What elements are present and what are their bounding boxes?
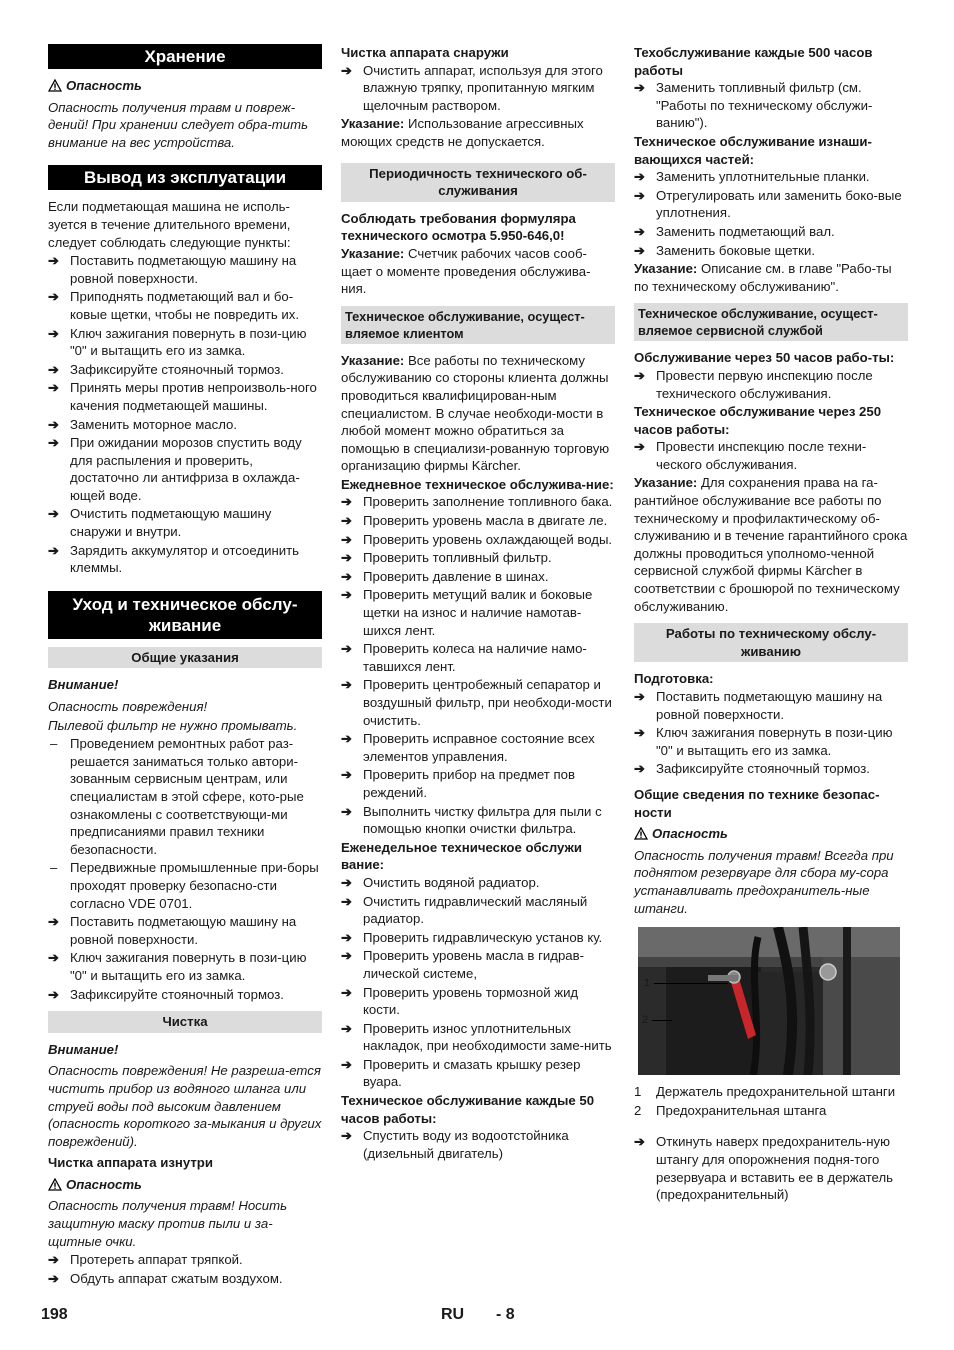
general-dash-list (48, 735, 322, 912)
arrow-icon: ➔ (341, 929, 352, 945)
list-item: ➔ Откинуть наверх предохранитель-ную штангу для опорожнения подня-того резервуара и вставить ее в держатель (предохранительный) (634, 1134, 894, 1203)
list-item: ➔ Провести первую инспекцию после технического обслуживания. (634, 367, 873, 401)
list-item: ➔ Поставить подметающую машину на ровной поверхности. (634, 689, 883, 722)
list-item: ➔ Заменить боковые щетки. (634, 242, 815, 258)
list-item: ➔ Проверить уровень тормозной жид кости. (341, 984, 579, 1018)
weekly-list (341, 874, 615, 1091)
list-item: ➔ Проверить метущий валик и боковые щетки на износ и наличие намотав-шихся лент. (341, 587, 593, 638)
heading-customer-maintenance: Техническое обслуживание, осущест-вляемое клиентом (341, 306, 615, 344)
arrow-icon: ➔ (341, 568, 352, 584)
arrow-icon: ➔ (341, 531, 352, 547)
list-item: ➔ Очистить подметающую машину снаружи и внутри. (48, 506, 272, 540)
safety-heading: Общие сведения по технике безопас-ности (634, 786, 880, 820)
list-item: ➔ Проверить уровень охлаждающей воды. (341, 531, 613, 547)
warning-icon (48, 79, 62, 92)
arrow-icon: ➔ (634, 725, 645, 741)
list-item: ➔ Проверить исправное состояние всех элементов управления. (341, 731, 595, 764)
heading-storage: Хранение (48, 44, 322, 69)
list-item: ➔ Очистить аппарат, используя для этого влажную тряпку, пропитанную мягким щелочным раствором. (341, 62, 603, 113)
callout-line-1 (654, 983, 728, 984)
s50-list (634, 367, 908, 402)
list-item: ➔ Ключ зажигания повернуть в пози-цию "0" и вытащить его из замка. (634, 725, 893, 758)
callout-line-2 (652, 1020, 672, 1021)
safety-danger: Опасность (634, 825, 908, 843)
arrow-icon: ➔ (341, 984, 352, 1000)
arrow-icon: ➔ (341, 874, 352, 890)
list-item: ➔ Заменить уплотнительные планки. (634, 169, 870, 185)
arrow-icon: ➔ (48, 506, 59, 522)
safety-warn: Опасность получения травм! Всегда при поднятом резервуаре для сбора му-сора устанавливать предохранитель-ные штанги. (634, 847, 894, 916)
arrow-icon: ➔ (48, 1270, 59, 1286)
inside-list (48, 1251, 322, 1287)
h500-list (634, 79, 908, 132)
general-list (48, 913, 322, 1003)
legend-item: 1 Держатель предохранительной штанги (634, 1084, 896, 1100)
list-item: ➔ Проверить колеса на наличие намо-тавшихся лент. (341, 641, 587, 674)
list-item: ➔ Обдуть аппарат сжатым воздухом. (48, 1270, 283, 1286)
list-item: ➔ Зафиксируйте стояночный тормоз. (48, 986, 284, 1002)
callout-2: 2 (642, 1014, 649, 1027)
list-item: ➔ Проверить прибор на предмет пов реждений. (341, 767, 575, 800)
list-item: ➔ Проверить и смазать крышку резер вуара. (341, 1056, 581, 1090)
arrow-icon: ➔ (48, 289, 59, 305)
list-item: ➔ Заменить топливный фильтр (см. "Работы по техническому обслужи-ванию"). (634, 80, 873, 131)
arrow-icon: ➔ (634, 439, 645, 455)
arrow-icon: ➔ (48, 950, 59, 966)
dash-icon: – (50, 736, 58, 752)
list-item: ➔ Выполнить чистку фильтра для пыли с помощью кнопки очистки фильтра. (341, 803, 602, 837)
inside-danger: Опасность (48, 1176, 322, 1194)
dash-item: – Проведением ремонтных работ раз-решается заниматься только автори-зованным сервисным центрам, или специалистам в этой сфере, кото-рые ознакомлены с соответствующи-ми предписаниями правил техники безопасности. (50, 736, 304, 857)
s250-heading: Техническое обслуживание через 250 часов работы: (634, 404, 882, 437)
arrow-icon: ➔ (634, 761, 645, 777)
arrow-icon: ➔ (634, 169, 645, 185)
wear-heading: Техническое обслуживание изнаши-вающихся частей: (634, 133, 872, 167)
list-item: ➔ Проверить заполнение топливного бака. (341, 494, 613, 510)
wear-note: Указание: Описание см. в главе "Рабо-ты по техническому обслуживанию". (634, 261, 892, 294)
list-item: ➔ Проверить гидравлическую установ ку. (341, 929, 603, 945)
column-2 (341, 44, 615, 1163)
list-item: ➔ Проверить уровень масла в гидрав-лической системе, (341, 948, 585, 981)
arrow-icon: ➔ (341, 731, 352, 747)
arrow-icon: ➔ (341, 587, 352, 603)
arrow-icon: ➔ (341, 767, 352, 783)
arrow-icon: ➔ (341, 948, 352, 964)
list-item: ➔ Зафиксируйте стояночный тормоз. (634, 761, 870, 777)
heading-cleaning: Чистка (48, 1011, 322, 1033)
h500-heading: Техобслуживание каждые 500 часов работы (634, 45, 873, 78)
legend-item: 2 Предохранительная штанга (634, 1102, 827, 1118)
list-item: ➔ Приподнять подметающий вал и бо-ковые щетки, чтобы не повредить их. (48, 289, 300, 322)
list-item: ➔ Заменить подметающий вал. (634, 223, 835, 239)
warning-icon (48, 1178, 62, 1191)
arrow-icon: ➔ (634, 223, 645, 239)
customer-note: Указание: Все работы по техническому обслуживанию со стороны клиента должны проводиться квалифицирован-ным специалистом. В случае необходи-мости в любой момент можно обратиться за помощью в специализи-рованную торговую организацию фирмы Kärcher. (341, 352, 610, 474)
column-3 (634, 44, 908, 1205)
s50-heading: Обслуживание через 50 часов рабо-ты: (634, 350, 895, 366)
final-list (634, 1133, 908, 1203)
arrow-icon: ➔ (341, 62, 352, 78)
heading-maintenance-works: Работы по техническому обслу-живанию (634, 623, 908, 662)
arrow-icon: ➔ (341, 893, 352, 909)
list-item: ➔ Проверить центробежный сепаратор и воздушный фильтр, при необходи-мости очистить. (341, 677, 612, 728)
attention-label: Внимание! (48, 677, 119, 693)
inside-heading: Чистка аппарата изнутри (48, 1155, 213, 1171)
arrow-icon: ➔ (341, 1056, 352, 1072)
arrow-icon: ➔ (341, 1128, 352, 1144)
arrow-icon: ➔ (48, 380, 59, 396)
arrow-icon: ➔ (341, 513, 352, 529)
arrow-icon: ➔ (341, 803, 352, 819)
form-heading: Соблюдать требования формуляра технического осмотра 5.950-646,0! (341, 210, 576, 244)
list-item: ➔ Протереть аппарат тряпкой. (48, 1252, 243, 1268)
arrow-icon: ➔ (634, 242, 645, 258)
heading-service-maintenance: Техническое обслуживание, осущест-вляемое сервисной службой (634, 303, 908, 341)
list-item: ➔ Проверить давление в шинах. (341, 568, 549, 584)
heading-decommission: Вывод из эксплуатации (48, 165, 322, 190)
list-item: ➔ Проверить топливный фильтр. (341, 550, 552, 566)
general-warn-1: Опасность повреждения! (48, 699, 208, 715)
arrow-icon: ➔ (48, 416, 59, 432)
prep-list (634, 688, 908, 778)
list-item: ➔ Зафиксируйте стояночный тормоз. (48, 361, 284, 377)
arrow-icon: ➔ (48, 435, 59, 451)
heading-care: Уход и техническое обслу-живание (48, 591, 322, 639)
list-item: ➔ Ключ зажигания повернуть в пози-цию "0" и вытащить его из замка. (48, 950, 307, 983)
list-item: ➔ Принять меры против непроизволь-ного качения подметающей машины. (48, 380, 317, 413)
column-1 (48, 44, 322, 1288)
safety-bar-photo (638, 927, 900, 1075)
heading-general: Общие указания (48, 647, 322, 669)
arrow-icon: ➔ (341, 641, 352, 657)
outside-heading: Чистка аппарата снаружи (341, 45, 509, 60)
arrow-icon: ➔ (634, 367, 645, 383)
arrow-icon: ➔ (341, 494, 352, 510)
general-warn-2: Пылевой фильтр не нужно промывать. (48, 717, 298, 733)
outside-note: Указание: Использование агрессивных моющих средств не допускается. (341, 116, 584, 149)
figure-legend (634, 1083, 908, 1119)
arrow-icon: ➔ (48, 325, 59, 341)
decom-intro: Если подметающая машина не исполь-зуется в течение длительного времени, следует соблюдать следующие пункты: (48, 199, 291, 250)
daily-list (341, 493, 615, 837)
cleaning-attention: Внимание! (48, 1041, 119, 1057)
inside-warn: Опасность получения травм! Носить защитную маску против пыли и за-щитные очки. (48, 1198, 288, 1249)
list-item: ➔ Поставить подметающую машину на ровной поверхности. (48, 253, 297, 286)
list-item: ➔ При ожидании морозов спустить воду для распыления и проверить, достаточно ли антифриза в охлажда-ющей воде. (48, 435, 302, 503)
list-item: ➔ Спустить воду из водоотстойника (дизельный двигатель) (341, 1128, 569, 1161)
list-item: ➔ Зарядить аккумулятор и отсоединить клеммы. (48, 542, 300, 576)
list-item: ➔ Очистить водяной радиатор. (341, 874, 540, 890)
arrow-icon: ➔ (341, 677, 352, 693)
storage-text: Опасность получения травм и повреж-дений! При хранении следует обра-тить внимание на вес устройства. (48, 99, 309, 150)
arrow-icon: ➔ (48, 253, 59, 269)
arrow-icon: ➔ (341, 1020, 352, 1036)
weekly-heading: Еженедельное техническое обслужи вание: (341, 839, 582, 873)
list-item: ➔ Провести инспекцию после техни-ческого обслуживания. (634, 439, 867, 472)
list-item: ➔ Проверить уровень масла в двигате ле. (341, 513, 608, 529)
arrow-icon: ➔ (634, 689, 645, 704)
arrow-icon: ➔ (48, 914, 59, 930)
page-local-number: - 8 (496, 1306, 515, 1323)
dash-item: – Передвижные промышленные при-боры проходят проверку безопасно-сти согласно VDE 0701. (50, 860, 319, 911)
callout-1: 1 (644, 977, 651, 990)
danger-label: Опасность (48, 77, 322, 95)
wear-list (634, 168, 908, 259)
heading-periodicity: Периодичность технического об-служивания (341, 163, 615, 202)
h50-heading: Техническое обслуживание каждые 50 часов работы: (341, 1093, 595, 1126)
language-code: RU (441, 1306, 465, 1323)
h50-list (341, 1127, 615, 1162)
prep-heading: Подготовка: (634, 671, 714, 687)
warranty-note: Указание: Для сохранения права на га-рантийное обслуживание все работы по техническому и профилактическому об-служиванию и в течение гарантийного срока должны проводиться уполномо-ченной сервисной службой фирмы Kärcher в соответствии с брошюрой по техническому обслуживанию. (634, 475, 908, 614)
outside-list (341, 62, 615, 115)
arrow-icon: ➔ (634, 1134, 645, 1150)
arrow-icon: ➔ (341, 550, 352, 566)
cleaning-warn: Опасность повреждения! Не разреша-ется чистить прибор из водяного шланга или струей воды под высоким давлением (опасность короткого за-мыкания и других повреждений). (48, 1063, 322, 1149)
list-item: ➔ Отрегулировать или заменить боко-вые уплотнения. (634, 187, 902, 221)
arrow-icon: ➔ (48, 542, 59, 558)
list-item: ➔ Проверить износ уплотнительных накладок, при необходимости заме-нить (341, 1020, 612, 1054)
figure-wrap (634, 927, 908, 1075)
form-note: Указание: Счетчик рабочих часов сооб-щает о моменте проведения обслужива-ния. (341, 245, 591, 297)
list-item: ➔ Поставить подметающую машину на ровной поверхности. (48, 914, 297, 947)
list-item: ➔ Заменить моторное масло. (48, 416, 238, 432)
arrow-icon: ➔ (634, 80, 645, 96)
s250-list (634, 438, 908, 473)
daily-heading: Ежедневное техническое обслужива-ние: (341, 476, 614, 492)
page-number: 198 (41, 1306, 68, 1323)
list-item: ➔ Очистить гидравлический масляный радиатор. (341, 893, 588, 927)
arrow-icon: ➔ (48, 1252, 59, 1268)
dash-icon: – (50, 860, 58, 876)
list-item: ➔ Ключ зажигания повернуть в пози-цию "0" и вытащить его из замка. (48, 325, 307, 359)
arrow-icon: ➔ (634, 187, 645, 203)
decom-list (48, 252, 322, 577)
warning-icon (634, 827, 648, 840)
arrow-icon: ➔ (48, 986, 59, 1002)
arrow-icon: ➔ (48, 361, 59, 377)
